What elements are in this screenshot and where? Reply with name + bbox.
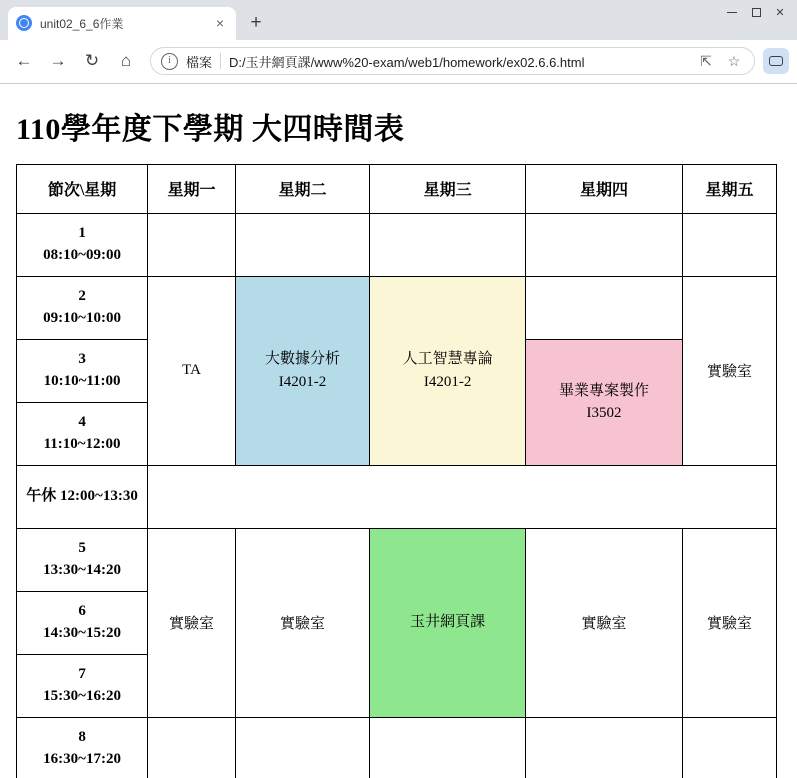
new-tab-button[interactable]: + (250, 11, 262, 33)
period-time: 08:10~09:00 (43, 246, 121, 263)
star-icon[interactable]: ☆ (727, 52, 741, 69)
slot-mon-ta (148, 276, 236, 465)
table-row (17, 213, 777, 276)
slot-mon-8 (148, 717, 236, 778)
slot-fri-lab-morning (683, 276, 777, 465)
slot-wed-web (370, 528, 526, 717)
table-header-row (17, 164, 777, 213)
course-name: 人工智慧專論 (402, 351, 493, 368)
period-number: 4 (78, 413, 86, 430)
lunch-label: 午休 (26, 487, 57, 504)
header-cell-tue: 星期二 (235, 164, 369, 213)
period-number: 7 (78, 665, 86, 682)
period-cell-3 (17, 339, 148, 402)
period-number: 6 (78, 602, 86, 619)
course-name: 畢業專案製作 (559, 382, 650, 399)
period-cell-1 (17, 213, 148, 276)
lunch-cell (17, 465, 148, 528)
period-number: 5 (78, 539, 86, 556)
period-time: 15:30~16:20 (43, 687, 121, 704)
period-number: 1 (78, 224, 86, 241)
course-name: TA (182, 362, 201, 379)
slot-wed-ai (370, 276, 526, 465)
period-time: 11:10~12:00 (43, 435, 121, 452)
course-name: 實驗室 (707, 364, 753, 381)
back-icon[interactable]: ← (15, 51, 33, 71)
slot-mon-1 (148, 213, 236, 276)
course-name: 大數據分析 (265, 351, 341, 368)
slot-wed-1 (370, 213, 526, 276)
slot-mon-lab-pm (148, 528, 236, 717)
course-name: 實驗室 (280, 616, 326, 633)
period-cell-4 (17, 402, 148, 465)
period-time: 13:30~14:20 (43, 561, 121, 578)
tab-strip (0, 0, 797, 40)
slot-lunch-span (148, 465, 777, 528)
profile-glyph (769, 56, 783, 66)
slot-tue-bigdata (235, 276, 369, 465)
slot-fri-1 (683, 213, 777, 276)
period-cell-6 (17, 591, 148, 654)
divider (220, 53, 221, 69)
page-content (0, 84, 797, 778)
period-number: 8 (78, 728, 86, 745)
lunch-time: 12:00~13:30 (60, 487, 138, 504)
reload-icon[interactable]: ↻ (84, 51, 100, 71)
period-number: 3 (78, 350, 86, 367)
maximize-icon[interactable] (745, 2, 767, 22)
globe-icon (16, 15, 32, 31)
header-cell-fri: 星期五 (683, 164, 777, 213)
scheme-label: 檔案 (186, 54, 213, 70)
slot-thu-8 (526, 717, 683, 778)
slot-thu-project (526, 339, 683, 465)
period-number: 2 (78, 287, 86, 304)
period-cell-2 (17, 276, 148, 339)
table-row (17, 528, 777, 591)
table-row (17, 276, 777, 339)
period-time: 09:10~10:00 (43, 309, 121, 326)
forward-icon[interactable]: → (49, 51, 67, 71)
window-controls (721, 2, 791, 22)
header-cell-wed: 星期三 (370, 164, 526, 213)
slot-tue-lab-pm (235, 528, 369, 717)
course-room: I4201-2 (278, 373, 327, 390)
period-cell-5 (17, 528, 148, 591)
home-icon[interactable]: ⌂ (120, 51, 132, 71)
course-name: 實驗室 (581, 616, 627, 633)
header-cell-mon: 星期一 (148, 164, 236, 213)
share-icon[interactable]: ⇱ (700, 52, 712, 69)
course-room: I3502 (586, 405, 622, 422)
minimize-icon[interactable] (721, 2, 743, 22)
header-cell-period: 節次\星期 (17, 164, 148, 213)
period-time: 10:10~11:00 (43, 372, 121, 389)
slot-fri-8 (683, 717, 777, 778)
course-name: 實驗室 (169, 616, 215, 633)
course-room: I4201-2 (423, 373, 472, 390)
period-cell-7 (17, 654, 148, 717)
period-time: 16:30~17:20 (43, 750, 121, 767)
table-row (17, 717, 777, 778)
page-title: 110學年度下學期 大四時間表 (16, 112, 405, 146)
period-cell-8 (17, 717, 148, 778)
slot-wed-8 (370, 717, 526, 778)
address-bar[interactable] (150, 47, 755, 75)
table-row-lunch (17, 465, 777, 528)
slot-tue-8 (235, 717, 369, 778)
header-cell-thu: 星期四 (526, 164, 683, 213)
browser-toolbar (0, 40, 797, 84)
slot-fri-lab-pm (683, 528, 777, 717)
slot-thu-1 (526, 213, 683, 276)
close-window-icon[interactable]: ✕ (775, 6, 785, 19)
browser-tab[interactable] (8, 7, 236, 40)
tab-title: unit02_6_6作業 (40, 16, 124, 31)
close-icon[interactable]: × (215, 15, 225, 32)
timetable (16, 164, 777, 778)
info-icon[interactable]: i (161, 53, 178, 70)
profile-card-icon[interactable] (763, 48, 789, 74)
slot-thu-lab-pm (526, 528, 683, 717)
course-name: 玉井網頁課 (410, 614, 486, 631)
slot-thu-2 (526, 276, 683, 339)
slot-tue-1 (235, 213, 369, 276)
course-name: 實驗室 (707, 616, 753, 633)
url-text[interactable]: D:/玉井網頁課/www%20-exam/web1/homework/ex02.6.6.html (229, 54, 585, 70)
period-time: 14:30~15:20 (43, 624, 121, 641)
